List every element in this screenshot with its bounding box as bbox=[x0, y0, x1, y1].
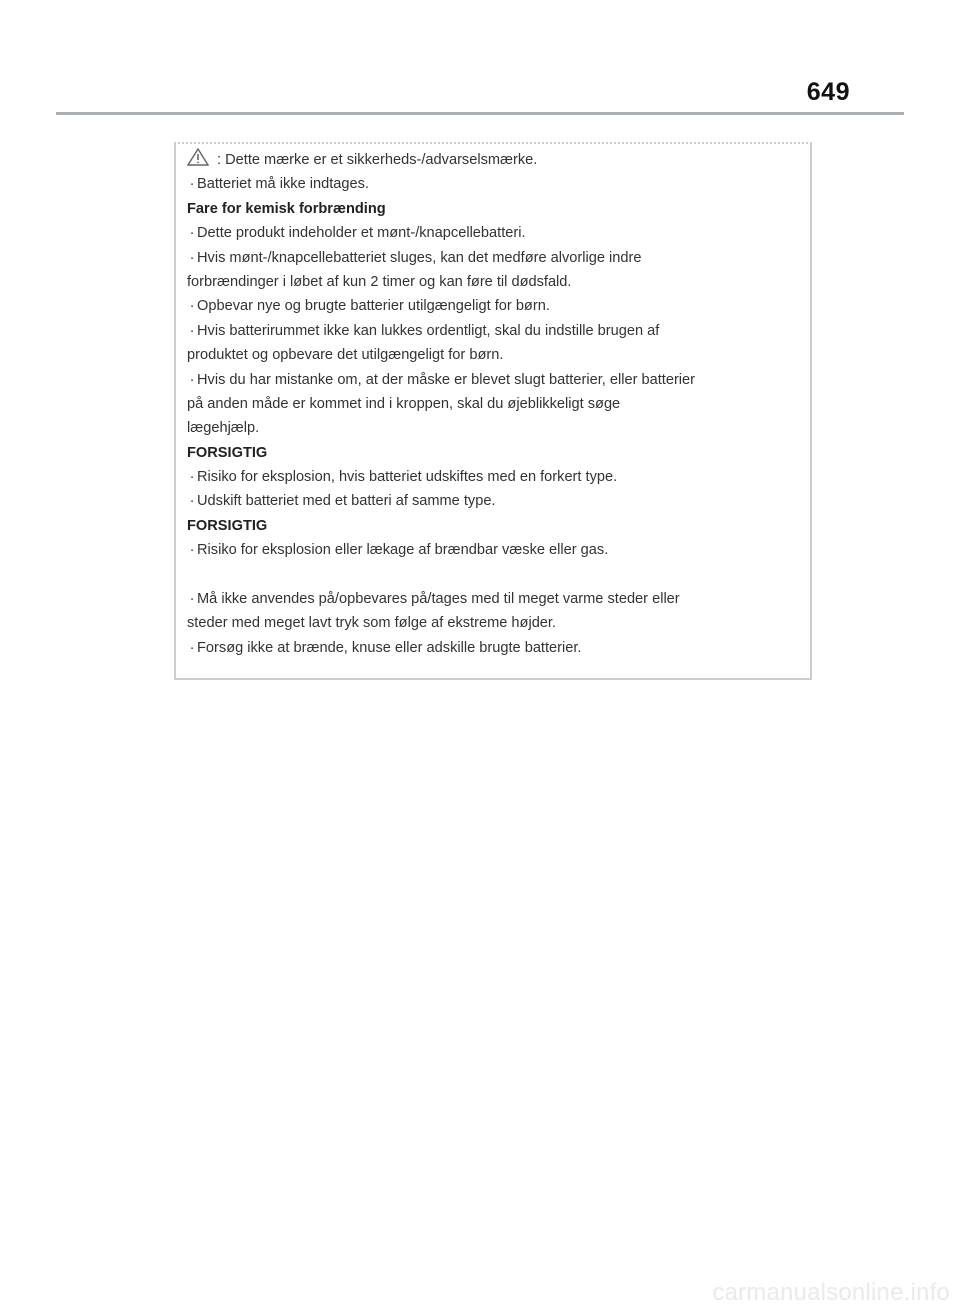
notice-text: Opbevar nye og brugte batterier utilgængeligt for børn. bbox=[197, 298, 550, 315]
notice-line-continued: på anden måde er kommet ind i kroppen, skal du øjeblikkeligt søge bbox=[187, 395, 621, 412]
bullet: · bbox=[189, 298, 195, 315]
notice-line bbox=[187, 489, 810, 513]
caution-heading: FORSIGTIG bbox=[187, 444, 268, 461]
bullet: · bbox=[189, 176, 195, 193]
notice-line-continued: produktet og opbevare det utilgængeligt for børn. bbox=[187, 347, 504, 364]
bullet: · bbox=[189, 591, 195, 608]
page-number: 649 bbox=[806, 78, 850, 106]
notice-text: Må ikke anvendes på/opbevares på/tages med til meget varme steder eller bbox=[197, 591, 680, 608]
notice-line-continued: steder med meget lavt tryk som følge af ekstreme højder. bbox=[187, 615, 557, 632]
notice-text: Batteriet må ikke indtages. bbox=[197, 176, 369, 193]
notice-text: Hvis batterirummet ikke kan lukkes ordentligt, skal du indstille brugen af bbox=[197, 322, 660, 339]
warning-triangle-icon bbox=[187, 148, 209, 174]
notice-line bbox=[187, 636, 810, 660]
notice-text: Forsøg ikke at brænde, knuse eller adskille brugte batterier. bbox=[197, 639, 582, 656]
battery-warning-box bbox=[174, 142, 812, 680]
notice-line bbox=[187, 221, 810, 245]
header-rule bbox=[56, 112, 904, 115]
notice-text: Risiko for eksplosion eller lækage af brændbar væske eller gas. bbox=[197, 542, 609, 559]
footer-logo: carmanualsonline.info bbox=[712, 1279, 950, 1306]
notice-line bbox=[187, 319, 810, 343]
bullet: · bbox=[189, 225, 195, 242]
notice-text: Risiko for eksplosion, hvis batteriet udskiftes med en forkert type. bbox=[197, 469, 618, 486]
notice-line bbox=[187, 368, 810, 392]
notice-line-continued: forbrændinger i løbet af kun 2 timer og kan føre til dødsfald. bbox=[187, 273, 572, 290]
notice-text: Hvis mønt-/knapcellebatteriet sluges, kan det medføre alvorlige indre bbox=[197, 249, 642, 266]
bullet: · bbox=[189, 469, 195, 486]
notice-line bbox=[187, 465, 810, 489]
bullet: · bbox=[189, 371, 195, 388]
section-heading: Fare for kemisk forbrænding bbox=[187, 200, 386, 217]
notice-line bbox=[187, 587, 810, 611]
notice-line bbox=[187, 172, 810, 196]
notice-line bbox=[187, 246, 810, 270]
notice-text: Hvis du har mistanke om, at der måske er blevet slugt batterier, eller batterier bbox=[197, 371, 696, 388]
paragraph-spacer bbox=[187, 563, 810, 587]
notice-line bbox=[187, 294, 810, 318]
caution-heading: FORSIGTIG bbox=[187, 517, 268, 534]
bullet: · bbox=[189, 639, 195, 656]
notice-line-continued: lægehjælp. bbox=[187, 420, 260, 437]
notice-line bbox=[187, 538, 810, 562]
bullet: · bbox=[189, 322, 195, 339]
bullet: · bbox=[189, 493, 195, 510]
notice-text: Udskift batteriet med et batteri af samme type. bbox=[197, 493, 496, 510]
bullet: · bbox=[189, 249, 195, 266]
bullet: · bbox=[189, 542, 195, 559]
warning-symbol-text: : Dette mærke er et sikkerheds-/advarselsmærke. bbox=[217, 152, 538, 168]
notice-text: Dette produkt indeholder et mønt-/knapcellebatteri. bbox=[197, 225, 526, 242]
warning-symbol-line bbox=[187, 148, 810, 172]
